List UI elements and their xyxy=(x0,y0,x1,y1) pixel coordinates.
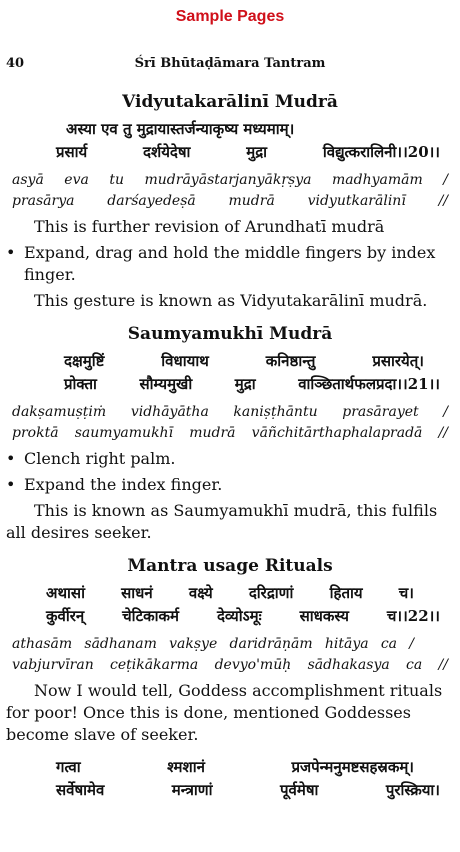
verse-line: अथासां साधनं वक्ष्ये दरिद्राणां हिताय च। xyxy=(46,584,414,602)
bullet-dot-icon: • xyxy=(6,475,16,494)
verse-line: दक्षमुष्टिं विधायाथ कनिष्ठान्तु प्रसारयेत्। xyxy=(64,352,424,370)
transliteration xyxy=(6,402,454,444)
bullet-item xyxy=(6,448,454,470)
translit-line: dakṣamuṣṭiṁ vidhāyātha kaniṣṭhāntu prasārayet / xyxy=(12,404,448,420)
verse-line: प्रसार्य दर्शयेदेषा मुद्रा विद्युत्करालिनी।।20।। xyxy=(56,143,440,161)
translit-line: prasārya darśayedeṣā mudrā vidyutkarālinī // xyxy=(12,193,448,209)
sample-pages-banner: Sample Pages xyxy=(175,8,285,25)
bullet-item xyxy=(6,242,454,286)
running-header xyxy=(6,56,454,74)
prose-paragraph: Now I would tell, Goddess accomplishment rituals for poor! Once this is done, mentioned Goddesses become slave of seeker. xyxy=(6,681,443,744)
page-content xyxy=(6,92,454,802)
transliteration xyxy=(6,170,454,212)
section-heading-vidyutakaralini: Vidyutakarālinī Mudrā xyxy=(122,92,338,112)
bullet-dot-icon: • xyxy=(6,243,16,262)
prose-paragraph: This is known as Saumyamukhī mudrā, this fulfils all desires seeker. xyxy=(6,501,438,542)
verse-line: प्रोक्ता सौम्यमुखी मुद्रा वाञ्छितार्थफलप्रदा।।21।। xyxy=(64,375,440,393)
translit-line: athasām sādhanam vakṣye daridrāṇām hitāya ca / xyxy=(12,636,414,652)
book-title: Śrī Bhūtaḍāmara Tantram xyxy=(134,56,326,71)
verse-line: अस्या एव तु मुद्रायास्तर्जन्याकृष्य मध्यमाम्। xyxy=(66,120,295,138)
page-number: 40 xyxy=(6,56,25,71)
verse-line: कुर्वीरन् चेटिकाकर्म देव्योऽमूः साधकस्य च।।22।। xyxy=(46,607,440,625)
bullet-text: Expand the index finger. xyxy=(24,475,223,494)
transliteration xyxy=(6,634,454,676)
translit-line: proktā saumyamukhī mudrā vāñchitārthaphalapradā // xyxy=(12,425,448,441)
section-heading-mantra-rituals: Mantra usage Rituals xyxy=(127,556,333,576)
verse-line: सर्वेषामेव मन्त्राणां पूर्वमेषा पुरस्क्रिया। xyxy=(56,781,440,799)
translit-line: vabjurvīran ceṭikākarma devyo'mūḥ sādhakasya ca // xyxy=(12,657,448,673)
bullet-text: Expand, drag and hold the middle fingers by index finger. xyxy=(24,243,436,284)
prose-paragraph: This gesture is known as Vidyutakarālinī mudrā. xyxy=(34,291,428,310)
bullet-dot-icon: • xyxy=(6,449,16,468)
verse-line: गत्वा श्मशानं प्रजपेन्मनुमष्टसहस्रकम्। xyxy=(56,758,414,776)
prose-paragraph: This is further revision of Arundhatī mudrā xyxy=(34,217,385,236)
bullet-item xyxy=(6,474,454,496)
section-heading-saumyamukhi: Saumyamukhī Mudrā xyxy=(127,324,333,344)
translit-line: asyā eva tu mudrāyāstarjanyākṛṣya madhyamām / xyxy=(12,172,448,188)
bullet-text: Clench right palm. xyxy=(24,449,176,468)
